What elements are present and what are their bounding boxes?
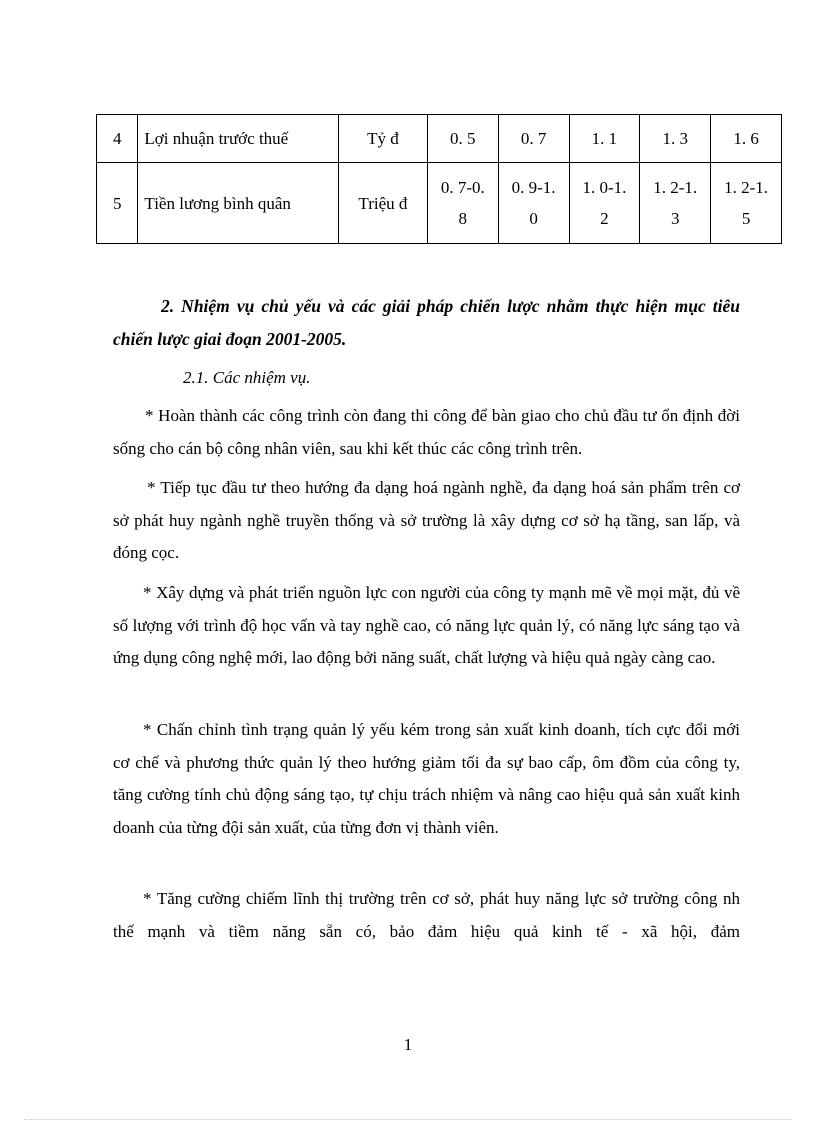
value-text: 1. 0-1. 2 (582, 178, 627, 228)
paragraph (113, 472, 740, 570)
value-cell (569, 163, 640, 244)
value-cell: 1. 3 (640, 115, 711, 163)
subsection-heading: 2.1. Các nhiệm vụ. (183, 368, 311, 387)
value-text: 1. 2-1. 5 (724, 178, 769, 228)
row-number: 4 (97, 115, 138, 163)
value-cell (711, 163, 782, 244)
paragraph (113, 577, 740, 675)
paragraph-text: * Tăng cường chiếm lĩnh thị trường trên cơ sở, phát huy năng lực sở trường công nh thế mạnh và tiềm năng sẵn có, bảo đảm hiệu quả kinh tế - xã hội, đảm (113, 889, 740, 941)
value-cell (427, 163, 498, 244)
table-row (97, 115, 782, 163)
value-text: 0. 7-0. 8 (440, 178, 485, 228)
unit-cell: Tỷ đ (338, 115, 427, 163)
row-number: 5 (97, 163, 138, 244)
page-number: 1 (403, 1035, 413, 1054)
value-cell: 0. 5 (427, 115, 498, 163)
paragraph-text: * Hoàn thành các công trình còn đang thi công để bàn giao cho chủ đầu tư ổn định đời sống cho cán bộ công nhân viên, sau khi kết thúc các công trình trên. (113, 406, 740, 458)
value-text: 0. 9-1. 0 (511, 178, 556, 228)
section-heading-text: 2. Nhiệm vụ chủ yếu và các giải pháp chiến lược nhằm thực hiện mục tiêu chiến lược giai đoạn 2001-2005. (113, 296, 740, 349)
value-cell: 1. 1 (569, 115, 640, 163)
value-cell (640, 163, 711, 244)
value-text: 1. 2-1. 3 (653, 178, 698, 228)
page-bottom-edge (24, 1119, 792, 1120)
indicator-name: Tiền lương bình quân (138, 163, 339, 244)
value-cell: 1. 6 (711, 115, 782, 163)
targets-table (96, 114, 782, 244)
value-cell: 0. 7 (498, 115, 569, 163)
paragraph-text: * Chấn chỉnh tình trạng quản lý yếu kém trong sản xuất kinh doanh, tích cực đổi mới cơ chế và phương thức quản lý theo hướng giảm tối đa sự bao cấp, ôm đồm của công ty, tăng cường tính chủ động sáng tạo, tự chịu trách nhiệm và nâng cao hiệu quả sản xuất kinh doanh của từng đội sản xuất, của từng đơn vị thành viên. (113, 720, 740, 837)
unit-cell: Triệu đ (338, 163, 427, 244)
value-cell (498, 163, 569, 244)
paragraph (113, 714, 740, 844)
paragraph (113, 400, 740, 465)
paragraph (113, 883, 740, 948)
indicator-name: Lợi nhuận trước thuế (138, 115, 339, 163)
paragraph-text: * Tiếp tục đầu tư theo hướng đa dạng hoá ngành nghề, đa dạng hoá sản phẩm trên cơ sở phát huy ngành nghề truyền thống và sở trường là xây dựng cơ sở hạ tầng, san lấp, và đóng cọc. (113, 478, 740, 562)
table-row (97, 163, 782, 244)
paragraph-text: * Xây dựng và phát triển nguồn lực con người của công ty mạnh mẽ về mọi mặt, đủ về số lượng với trình độ học vấn và tay nghề cao, có năng lực quản lý, có năng lực sáng tạo và ứng dụng công nghệ mới, lao động bởi năng suất, chất lượng và hiệu quả ngày càng cao. (113, 583, 740, 667)
section-heading (113, 290, 740, 356)
